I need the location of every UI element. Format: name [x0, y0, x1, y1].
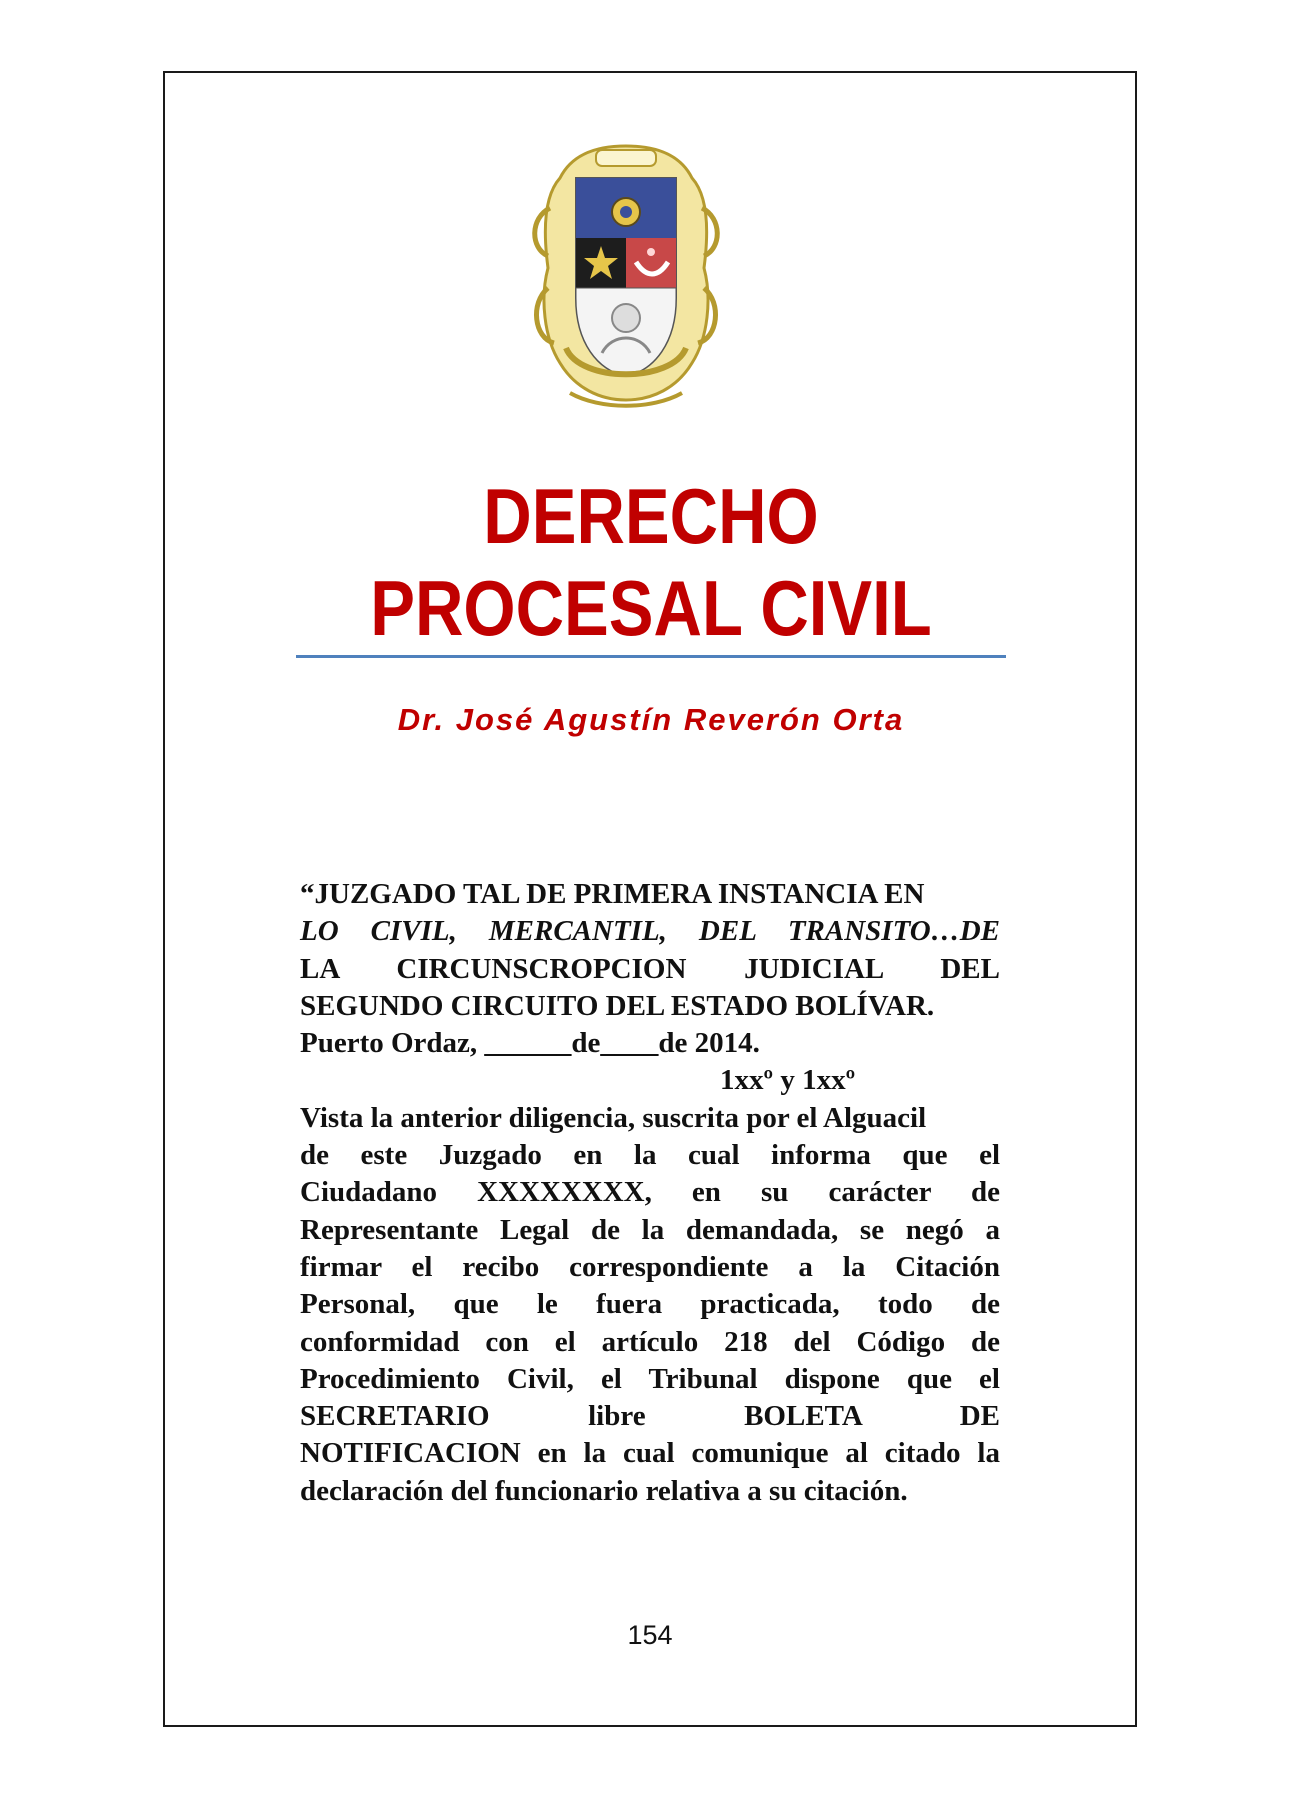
body-line: declaración del funcionario relativa a su citación. [300, 1474, 908, 1507]
body-line: Procedimiento Civil, el Tribunal dispone que el [300, 1362, 1000, 1395]
body-line: Puerto Ordaz, ______de____de 2014. [300, 1027, 760, 1060]
body-line: de este Juzgado en la cual informa que el [300, 1139, 1000, 1172]
page-number: 154 [627, 1620, 673, 1650]
author-name: Dr. José Agustín Reverón Orta [397, 702, 905, 737]
coat-of-arms-seal-icon [530, 138, 722, 410]
body-line: NOTIFICACION en la cual comunique al citado la [300, 1437, 1000, 1470]
body-line: firmar el recibo correspondiente a la Citación [300, 1250, 1000, 1283]
body-line: SECRETARIO libre BOLETA DE [300, 1400, 1000, 1433]
body-line: Personal, que le fuera practicada, todo de [300, 1288, 1000, 1321]
body-line: Representante Legal de la demandada, se negó a [300, 1213, 1000, 1246]
body-line: conformidad con el artículo 218 del Código de [300, 1325, 1000, 1358]
body-line: Ciudadano XXXXXXXX, en su carácter de [300, 1176, 1000, 1209]
body-line: Vista la anterior diligencia, suscrita por el Alguacil [300, 1101, 927, 1134]
body-line: SEGUNDO CIRCUITO DEL ESTADO BOLÍVAR. [300, 989, 935, 1022]
body-line: LO CIVIL, MERCANTIL, DEL TRANSITO…DE [300, 915, 1000, 948]
title-line-1: DERECHO [483, 472, 819, 560]
title-line-2: PROCESAL CIVIL [370, 564, 932, 652]
body-line: “JUZGADO TAL DE PRIMERA INSTANCIA EN [300, 878, 925, 910]
title-divider [296, 655, 1006, 658]
body-line: 1xxº y 1xxº [720, 1064, 856, 1097]
body-line: LA CIRCUNSCROPCION JUDICIAL DEL [300, 952, 1000, 985]
document-body [300, 876, 1000, 1510]
